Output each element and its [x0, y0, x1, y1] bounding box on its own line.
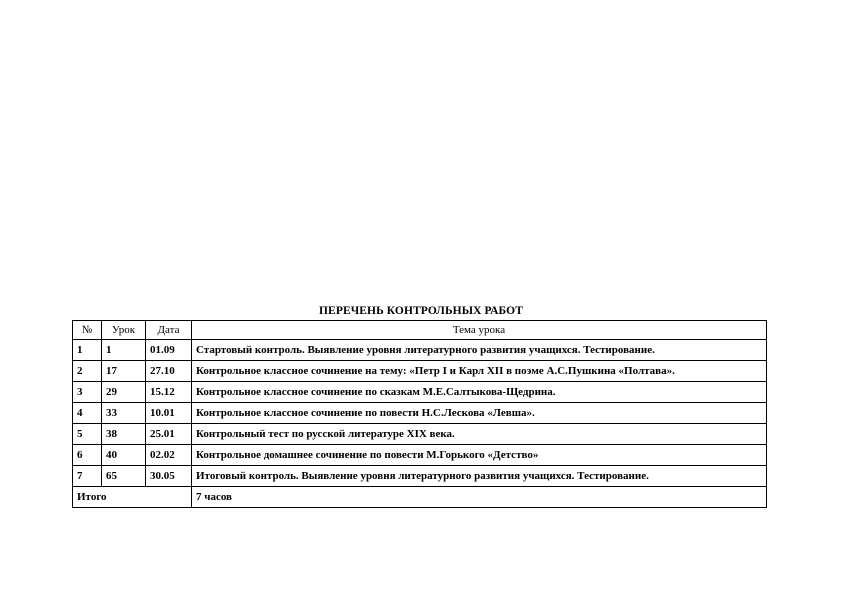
cell-date: 25.01 [146, 424, 192, 445]
total-row [73, 487, 767, 508]
cell-date: 02.02 [146, 445, 192, 466]
table-header-row [73, 321, 767, 340]
cell-lesson: 33 [102, 403, 146, 424]
cell-number: 6 [73, 445, 102, 466]
header-topic: Тема урока [192, 321, 767, 340]
document-title: ПЕРЕЧЕНЬ КОНТРОЛЬНЫХ РАБОТ [319, 305, 523, 317]
table-row [73, 361, 767, 382]
cell-date: 30.05 [146, 466, 192, 487]
cell-topic: Контрольное классное сочинение по повести Н.С.Лескова «Левша». [192, 403, 767, 424]
total-label: Итого [73, 487, 192, 508]
header-lesson: Урок [102, 321, 146, 340]
cell-lesson: 40 [102, 445, 146, 466]
cell-lesson: 38 [102, 424, 146, 445]
cell-lesson: 65 [102, 466, 146, 487]
cell-lesson: 29 [102, 382, 146, 403]
cell-lesson: 17 [102, 361, 146, 382]
cell-topic: Контрольный тест по русской литературе XIX века. [192, 424, 767, 445]
cell-number: 5 [73, 424, 102, 445]
cell-topic: Итоговый контроль. Выявление уровня литературного развития учащихся. Тестирование. [192, 466, 767, 487]
header-number: № [73, 321, 102, 340]
cell-topic: Контрольное домашнее сочинение по повести М.Горького «Детство» [192, 445, 767, 466]
control-works-table [72, 320, 767, 508]
cell-lesson: 1 [102, 340, 146, 361]
cell-date: 01.09 [146, 340, 192, 361]
cell-date: 10.01 [146, 403, 192, 424]
cell-date: 15.12 [146, 382, 192, 403]
table-row [73, 382, 767, 403]
table-row [73, 424, 767, 445]
table-row [73, 403, 767, 424]
cell-topic: Контрольное классное сочинение на тему: «Петр I и Карл XII в поэме А.С.Пушкина «Полтава». [192, 361, 767, 382]
header-date: Дата [146, 321, 192, 340]
cell-number: 2 [73, 361, 102, 382]
cell-number: 3 [73, 382, 102, 403]
cell-topic: Стартовый контроль. Выявление уровня литературного развития учащихся. Тестирование. [192, 340, 767, 361]
table-row [73, 445, 767, 466]
cell-topic: Контрольное классное сочинение по сказкам М.Е.Салтыкова-Щедрина. [192, 382, 767, 403]
table-row [73, 340, 767, 361]
cell-number: 1 [73, 340, 102, 361]
cell-date: 27.10 [146, 361, 192, 382]
cell-number: 7 [73, 466, 102, 487]
cell-number: 4 [73, 403, 102, 424]
total-value: 7 часов [192, 487, 767, 508]
table-row [73, 466, 767, 487]
